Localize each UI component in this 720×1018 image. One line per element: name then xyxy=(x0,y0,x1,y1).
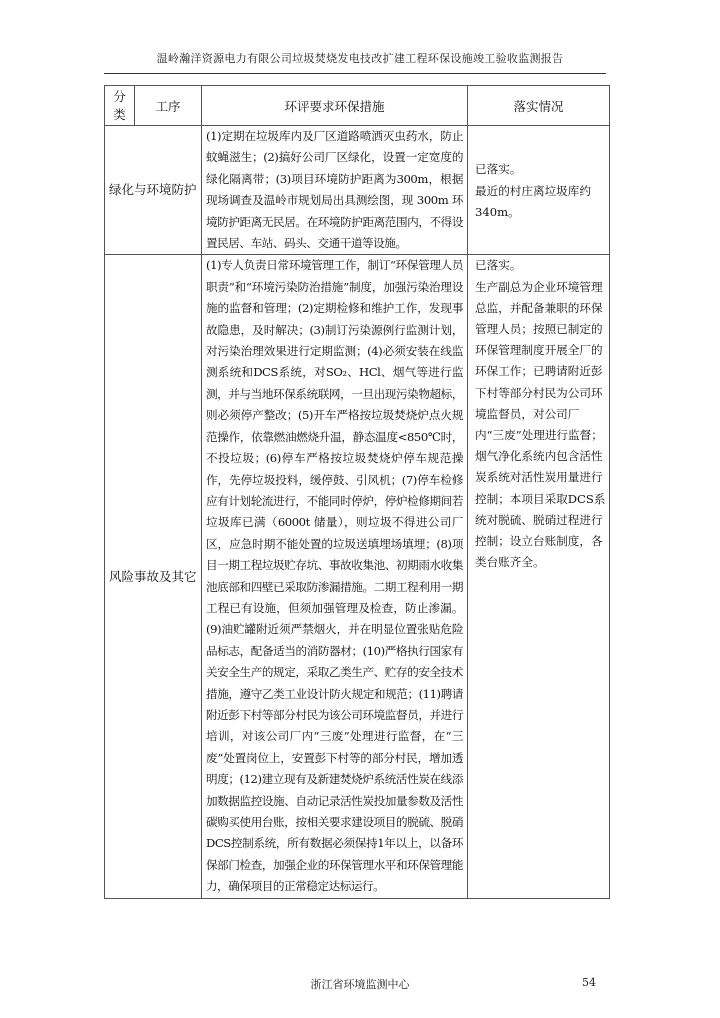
column-header-category-text: 分类 xyxy=(113,88,126,122)
row-requirements: (1)定期在垃圾库内及厂区道路喷洒灭虫药水，防止蚊蝇滋生；(2)搞好公司厂区绿化，设置一定宽度的绿化隔离带；(3)项目环境防护距离为300m，根据现场调查及温岭市规划局出具测绘图，现 300m 环境防护距离无民居。在环境防护距离范围内，不得设置民居、车站、码头、交通干道等设施。 xyxy=(202,126,468,255)
header-divider xyxy=(104,73,606,74)
column-header-category xyxy=(105,86,135,126)
column-header-process: 工序 xyxy=(135,86,202,126)
row-status xyxy=(468,126,610,255)
row-category: 风险事故及其它 xyxy=(105,255,202,898)
table-header-row xyxy=(105,86,610,126)
row-requirements: (1)专人负责日常环境管理工作，制订“环保管理人员职责”和“环境污染防治措施”制度，加强污染治理设施的监督和管理；(2)定期检修和维护工作，发现事故隐患，及时解决；(3)制订污染源例行监测计划，对污染治理效果进行定期监测；(4)必须安装在线监测系统和DCS系统，对SO₂、HCl、烟气等进行监测，并与当地环保系统联网，一旦出现污染物超标，则必须停产整改；(5)开车严格按垃圾焚烧炉点火规范操作，依靠燃油燃烧升温，静态温度<850℃时，不投垃圾；(6)停车严格按垃圾焚烧炉停车规范操作，先停垃圾投料，缓停鼓、引风机；(7)停车检修应有计划轮流进行，不能同时停炉，停炉检修期间若垃圾库已满（6000t 储量），则垃圾不得进公司厂区，应急时期不能处置的垃圾送填埋场填埋；(8)项目一期工程垃圾贮存坑、事故收集池、初期雨水收集池底部和四壁已采取防渗漏措施。二期工程利用一期工程已有设施，但须加强管理及检查，防止渗漏。(9)油贮罐附近须严禁烟火，并在明显位置张贴危险品标志，配备适当的消防器材；(10)严格执行国家有关安全生产的规定，采取乙类生产、贮存的安全技术措施，遵守乙类工业设计防火规定和规范；(11)聘请附近彭下村等部分村民为该公司环境监督员，并进行培训，对该公司厂内“三废”处理进行监督，在“三废”处置岗位上，安置彭下村等的部分村民，增加透明度；(12)建立现有及新建焚烧炉系统活性炭在线添加数据监控设施、自动记录活性炭投加量参数及活性碳购买使用台账，按相关要求建设项目的脱硫、脱硝DCS控制系统，所有数据必须保持1年以上，以备环保部门检查，加强企业的环保管理水平和环保管理能力，确保项目的正常稳定达标运行。 xyxy=(202,255,468,898)
row-category: 绿化与环境防护 xyxy=(105,126,202,255)
status-paragraph: 生产副总为企业环境管理总监，并配备兼职的环保管理人员；按照已制定的环保管理制度开展全厂的环保工作；已聘请附近彭下村等部分村民为公司环境监督员，对公司厂内“三废”处理进行监督；烟气净化系统内包含活性炭系统对活性炭用量进行控制；本项目采取DCS系统对脱硫、脱硝过程进行控制；设立台账制度，各类台账齐全。 xyxy=(475,279,606,570)
page-number: 54 xyxy=(582,976,596,989)
footer-organization: 浙江省环境监测中心 xyxy=(310,978,410,991)
table-row xyxy=(105,255,610,898)
status-paragraph: 最近的村庄离垃圾库约340m。 xyxy=(475,183,591,219)
status-paragraph: 已落实。 xyxy=(475,258,522,273)
column-header-requirements: 环评要求环保措施 xyxy=(202,86,468,126)
column-header-status: 落实情况 xyxy=(468,86,610,126)
status-paragraph: 已落实。 xyxy=(475,162,522,177)
environmental-measures-table xyxy=(104,85,610,899)
page-header: 温岭瀚洋资源电力有限公司垃圾焚烧发电技改扩建工程环保设施竣工验收监测报告 xyxy=(156,52,564,65)
status-line xyxy=(475,159,606,223)
status-line xyxy=(475,255,606,573)
row-status xyxy=(468,255,610,898)
table-row xyxy=(105,126,610,255)
